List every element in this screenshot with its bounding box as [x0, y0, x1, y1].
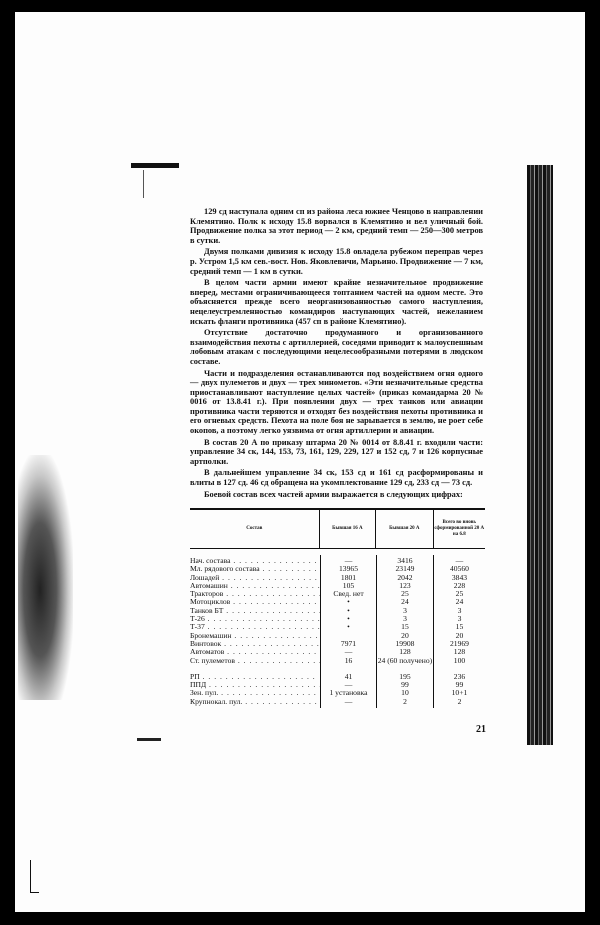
former-20a-value: 123 — [399, 580, 411, 590]
row-label: Автоматов . . . — [190, 648, 320, 656]
table-body — [190, 555, 485, 708]
row-label: Нач. состава . . . — [190, 557, 320, 565]
total-20a-value: 20 — [455, 630, 464, 640]
row-label: Ст. пулеметов . . . — [190, 657, 320, 665]
total-20a-value: 15 — [455, 622, 464, 632]
former-16a-value: 1 установка — [329, 688, 368, 698]
total-20a-value: 25 — [455, 589, 464, 599]
former-20a-value: 15 — [401, 622, 409, 632]
header-former-20a: Бывшая 20 А — [375, 510, 432, 548]
former-20a-value: 2 — [403, 696, 407, 706]
row-label: Танков БТ . . . — [190, 607, 320, 615]
total-20a-value: 100 — [453, 655, 466, 665]
paragraph: Части и подразделения останавливаются под воздействием огня одного — двух пулеметов и двух — трех минометов. «Эти незначительные средства приостанавливают наступление целых частей» (приказ командарма 20 № 0016 от 13.8.41 г.). При появлении двух — трех танков или авиации противника части теряются и отходят без воздействия пехоты противника и его огневых средств. Пехота на поле боя не зарывается в землю, не роет себе окопов, а поэтому легко уязвима от огня артиллерии и авиации. — [190, 368, 483, 436]
scan-artifact-line — [143, 170, 144, 198]
former-20a-value: 20 — [401, 630, 409, 640]
former-16a-value: • — [347, 614, 350, 624]
paragraph: В дальнейшем управление 34 ск, 153 сд и 161 сд расформированы и влиты в 127 сд. 46 сд обращена на укомплектование 129 сд, 233 сд — 73 сд. — [190, 468, 483, 488]
former-16a-value: — — [344, 680, 353, 690]
former-20a-value: 10 — [401, 688, 409, 698]
former-20a-value: 3 — [403, 614, 407, 624]
former-16a-value: 16 — [344, 655, 353, 665]
total-20a-value: 3 — [457, 605, 462, 615]
former-16a-value: 105 — [342, 580, 355, 590]
crop-mark — [30, 860, 39, 893]
header-former-16a: Бывшая 16 А — [319, 510, 375, 548]
row-label: ППД . . . — [190, 681, 320, 689]
total-20a-value: 99 — [455, 680, 464, 690]
page-number: 21 — [476, 724, 486, 735]
former-20a-value: 23149 — [395, 564, 415, 574]
total-20a-value: — — [455, 556, 464, 565]
former-16a-value: — — [344, 696, 353, 706]
former-16a-value: Свед. нет — [333, 589, 364, 599]
row-label: Автомашин . . . — [190, 582, 320, 590]
row-label: Зен. пул. . . . — [190, 689, 320, 697]
header-total-20a: Всего во вновь сформированной 20 А на 6.8 — [433, 510, 485, 548]
former-20a-value: 3416 — [397, 556, 413, 565]
row-label: Лошадей . . . — [190, 574, 320, 582]
combat-strength-table — [190, 508, 485, 708]
row-label: Тракторов . . . — [190, 590, 320, 598]
former-16a-value: 41 — [344, 671, 353, 681]
column-total-20a — [433, 555, 485, 708]
scan-artifact-mark — [131, 163, 179, 168]
former-16a-value: 13965 — [339, 564, 358, 574]
row-label: Крупнокал. пул. . . . — [190, 698, 320, 706]
total-20a-value: 10+1 — [451, 688, 468, 698]
row-label: Мотоциклов . . . — [190, 598, 320, 606]
table-header — [190, 508, 485, 549]
former-16a-value: 1801 — [340, 572, 357, 582]
total-20a-value: 21969 — [449, 638, 469, 648]
total-20a-value: 40560 — [449, 564, 469, 574]
paragraph: Боевой состав всех частей армии выражается в следующих цифрах: — [204, 489, 463, 499]
former-16a-value: • — [347, 622, 350, 632]
former-16a-value: 7971 — [340, 638, 357, 648]
total-20a-value: 24 — [455, 597, 464, 607]
former-20a-value: 128 — [399, 647, 411, 657]
header-composition: Состав — [246, 526, 263, 531]
row-label: Мл. рядового состава . . . — [190, 565, 320, 573]
total-20a-value: 3843 — [451, 572, 468, 582]
paragraph: В целом части армии имеют крайне незначительное продвижение вперед, местами ограничивающееся топтанием частей на одном месте. Это объясняется прежде всего неорганизованностью самого наступления, нецелеустремленностью командиров наступающих частей, нежеланием искать фланги противника (457 сп в районе Клемятино). — [190, 278, 483, 326]
former-20a-value: 2042 — [397, 572, 413, 582]
column-former-16a — [320, 555, 376, 708]
paragraph: В состав 20 А по приказу штарма 20 № 0014 от 8.8.41 г. входили части: управление 34 ск, 144, 153, 73, 161, 129, 229, 127 и 152 сд, 7 и 126 корпусные артполки. — [190, 437, 483, 466]
body-text — [190, 207, 483, 499]
former-20a-value: 24 (60 получено) — [377, 655, 433, 665]
row-label: РП . . . — [190, 673, 320, 681]
former-16a-value: • — [347, 605, 350, 615]
paragraph: Отсутствие достаточно продуманного и организованного взаимодействия пехоты с артиллерией, соседями приводит к малоуспешным лобовым атакам с последующими нецелесообразными потерями в людском составе. — [190, 328, 483, 366]
row-label: Бронемашин . . . — [190, 632, 320, 640]
former-20a-value: 25 — [401, 589, 409, 599]
former-16a-value: — — [344, 647, 353, 657]
total-20a-value: 3 — [457, 614, 462, 624]
row-label: Т-37 . . . — [190, 623, 320, 631]
column-former-20a — [376, 555, 433, 708]
row-label: Винтовок . . . — [190, 640, 320, 648]
total-20a-value: 128 — [453, 647, 466, 657]
former-20a-value: 24 — [401, 597, 409, 607]
total-20a-value: 2 — [457, 696, 462, 706]
scan-artifact-streak — [527, 165, 553, 745]
total-20a-value: 236 — [453, 671, 466, 681]
row-label: Т-26 . . . — [190, 615, 320, 623]
scan-artifact-mark — [137, 738, 161, 741]
former-20a-value: 99 — [401, 680, 409, 690]
former-16a-value: • — [347, 597, 350, 607]
total-20a-value: 228 — [453, 580, 466, 590]
former-20a-value: 19908 — [395, 638, 415, 648]
scan-artifact-smudge — [18, 455, 73, 700]
former-20a-value: 3 — [403, 605, 407, 615]
paragraph: 129 сд наступала одним сп из района леса южнее Ченцово в направлении Клемятино. Полк к исходу 15.8 ворвался в Клемятино и вел уличный бой. Продвижение полка за этот период — 2 км, средний темп — 250—300 метров в сутки. — [190, 207, 483, 245]
column-composition — [190, 555, 320, 708]
former-16a-value: — — [344, 556, 353, 565]
paragraph: Двумя полками дивизия к исходу 15.8 овладела рубежом переправ через р. Устром 1,5 км сев.-вост. Нов. Яковлевичи, Марьино. Продвижение — 7 км, средний темп — 1 км в сутки. — [190, 247, 483, 276]
former-20a-value: 195 — [399, 671, 411, 681]
